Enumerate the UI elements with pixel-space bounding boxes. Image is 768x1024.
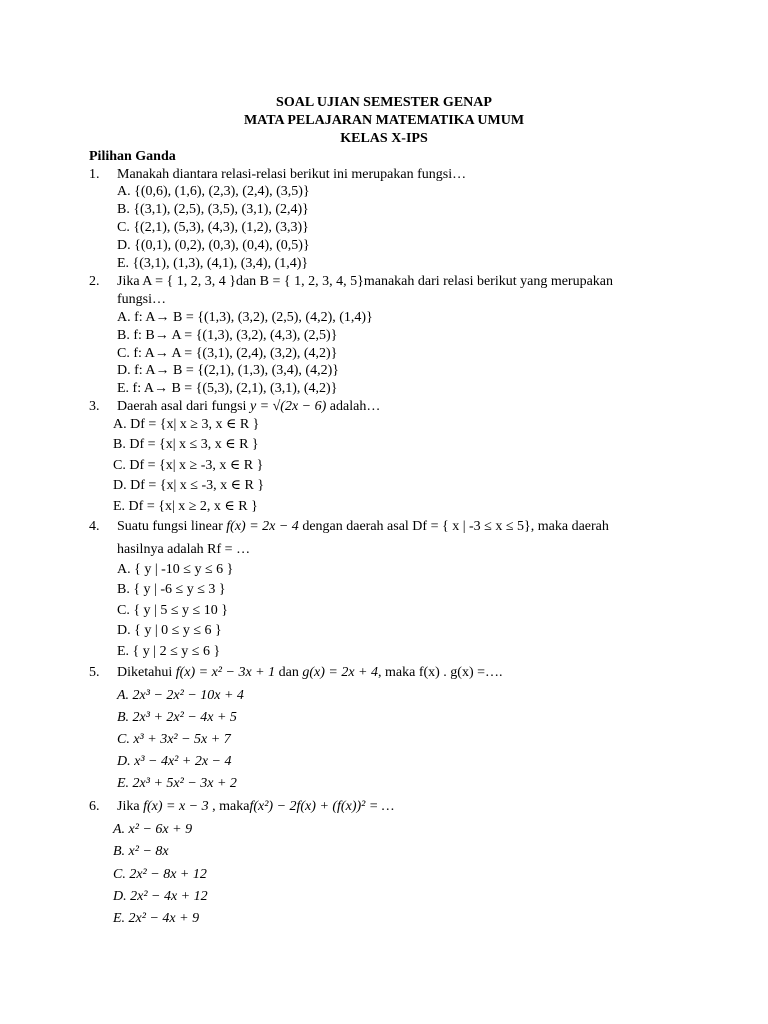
question-4-number: 4.	[89, 519, 100, 534]
question-2-text: Jika A = { 1, 2, 3, 4 }dan B = { 1, 2, 3, 4, 5}manakah dari relasi berikut yang merupakan	[117, 274, 614, 289]
question-3-option-c: C. Df = {x| x ≥ -3, x ∈ R }	[113, 458, 264, 473]
question-1-option-d: D. {(0,1), (0,2), (0,3), (0,4), (0,5)}	[117, 238, 310, 253]
question-5-option-c: C. x³ + 3x² − 5x + 7	[117, 732, 231, 747]
question-4-text-cont: hasilnya adalah Rf = …	[117, 542, 251, 557]
question-4-option-e: E. { y | 2 ≤ y ≤ 6 }	[117, 644, 221, 659]
question-2-option-c: C. f: A→ A = {(3,1), (2,4), (3,2), (4,2)}	[117, 346, 338, 361]
question-3-number: 3.	[89, 399, 100, 414]
question-4-text: Suatu fungsi linear f(x) = 2x − 4 dengan daerah asal Df = { x | -3 ≤ x ≤ 5}, maka daerah	[117, 519, 609, 534]
question-4-option-b: B. { y | -6 ≤ y ≤ 3 }	[117, 582, 226, 597]
question-3-formula: y = √(2x − 6)	[249, 399, 327, 414]
question-6-option-e: E. 2x² − 4x + 9	[113, 911, 200, 926]
question-1-option-e: E. {(3,1), (1,3), (4,1), (3,4), (1,4)}	[117, 256, 309, 271]
question-3-option-b: B. Df = {x| x ≤ 3, x ∈ R }	[113, 437, 259, 452]
question-1-option-c: C. {(2,1), (5,3), (4,3), (1,2), (3,3)}	[117, 220, 309, 235]
question-6-number: 6.	[89, 799, 100, 814]
question-4-formula: f(x) = 2x − 4	[226, 519, 299, 534]
question-1-text: Manakah diantara relasi-relasi berikut ini merupakan fungsi…	[117, 167, 467, 182]
question-5-text: Diketahui f(x) = x² − 3x + 1 dan g(x) = 2x + 4, maka f(x) . g(x) =….	[117, 665, 503, 680]
question-2-option-b: B. f: B→ A = {(1,3), (3,2), (4,3), (2,5)}	[117, 328, 338, 343]
header-subject: MATA PELAJARAN MATEMATIKA UMUM	[243, 113, 525, 128]
question-5-number: 5.	[89, 665, 100, 680]
question-6-option-d: D. 2x² − 4x + 12	[113, 889, 208, 904]
question-1-option-a: A. {(0,6), (1,6), (2,3), (2,4), (3,5)}	[117, 184, 310, 199]
question-2-option-e: E. f: A→ B = {(5,3), (2,1), (3,1), (4,2)}	[117, 381, 338, 396]
question-6-option-c: C. 2x² − 8x + 12	[113, 867, 207, 882]
question-6-option-a: A. x² − 6x + 9	[113, 822, 193, 837]
question-4-option-c: C. { y | 5 ≤ y ≤ 10 }	[117, 603, 228, 618]
question-6-option-b: B. x² − 8x	[113, 844, 169, 859]
question-5-option-a: A. 2x³ − 2x² − 10x + 4	[117, 688, 244, 703]
section-title: Pilihan Ganda	[89, 149, 176, 164]
header-class: KELAS X-IPS	[340, 131, 428, 146]
question-5-option-e: E. 2x³ + 5x² − 3x + 2	[117, 776, 237, 791]
question-6-formula-expr: f(x²) − 2f(x) + (f(x))² = …	[249, 799, 395, 814]
question-2-text-cont: fungsi…	[117, 292, 166, 307]
header-title: SOAL UJIAN SEMESTER GENAP	[276, 95, 492, 110]
question-1-number: 1.	[89, 167, 100, 182]
question-2-option-d: D. f: A→ B = {(2,1), (1,3), (3,4), (4,2)}	[117, 363, 339, 378]
question-4-option-d: D. { y | 0 ≤ y ≤ 6 }	[117, 623, 222, 638]
question-3-option-a: A. Df = {x| x ≥ 3, x ∈ R }	[113, 417, 260, 432]
question-6-text: Jika f(x) = x − 3 , makaf(x²) − 2f(x) + (f(x))² = …	[117, 799, 395, 814]
question-3-text: Daerah asal dari fungsi y = √(2x − 6) adalah…	[117, 399, 381, 414]
question-3-option-d: D. Df = {x| x ≤ -3, x ∈ R }	[113, 478, 265, 493]
question-5-formula-g: g(x) = 2x + 4	[302, 665, 378, 680]
question-5-formula-f: f(x) = x² − 3x + 1	[175, 665, 276, 680]
question-5-option-b: B. 2x³ + 2x² − 4x + 5	[117, 710, 237, 725]
question-2-option-a: A. f: A→ B = {(1,3), (3,2), (2,5), (4,2), (1,4)}	[117, 310, 373, 325]
question-6-formula-f: f(x) = x − 3	[143, 799, 209, 814]
question-4-option-a: A. { y | -10 ≤ y ≤ 6 }	[117, 562, 234, 577]
question-5-option-d: D. x³ − 4x² + 2x − 4	[117, 754, 232, 769]
question-1-option-b: B. {(3,1), (2,5), (3,5), (3,1), (2,4)}	[117, 202, 309, 217]
question-2-number: 2.	[89, 274, 100, 289]
question-3-option-e: E. Df = {x| x ≥ 2, x ∈ R }	[113, 499, 258, 514]
